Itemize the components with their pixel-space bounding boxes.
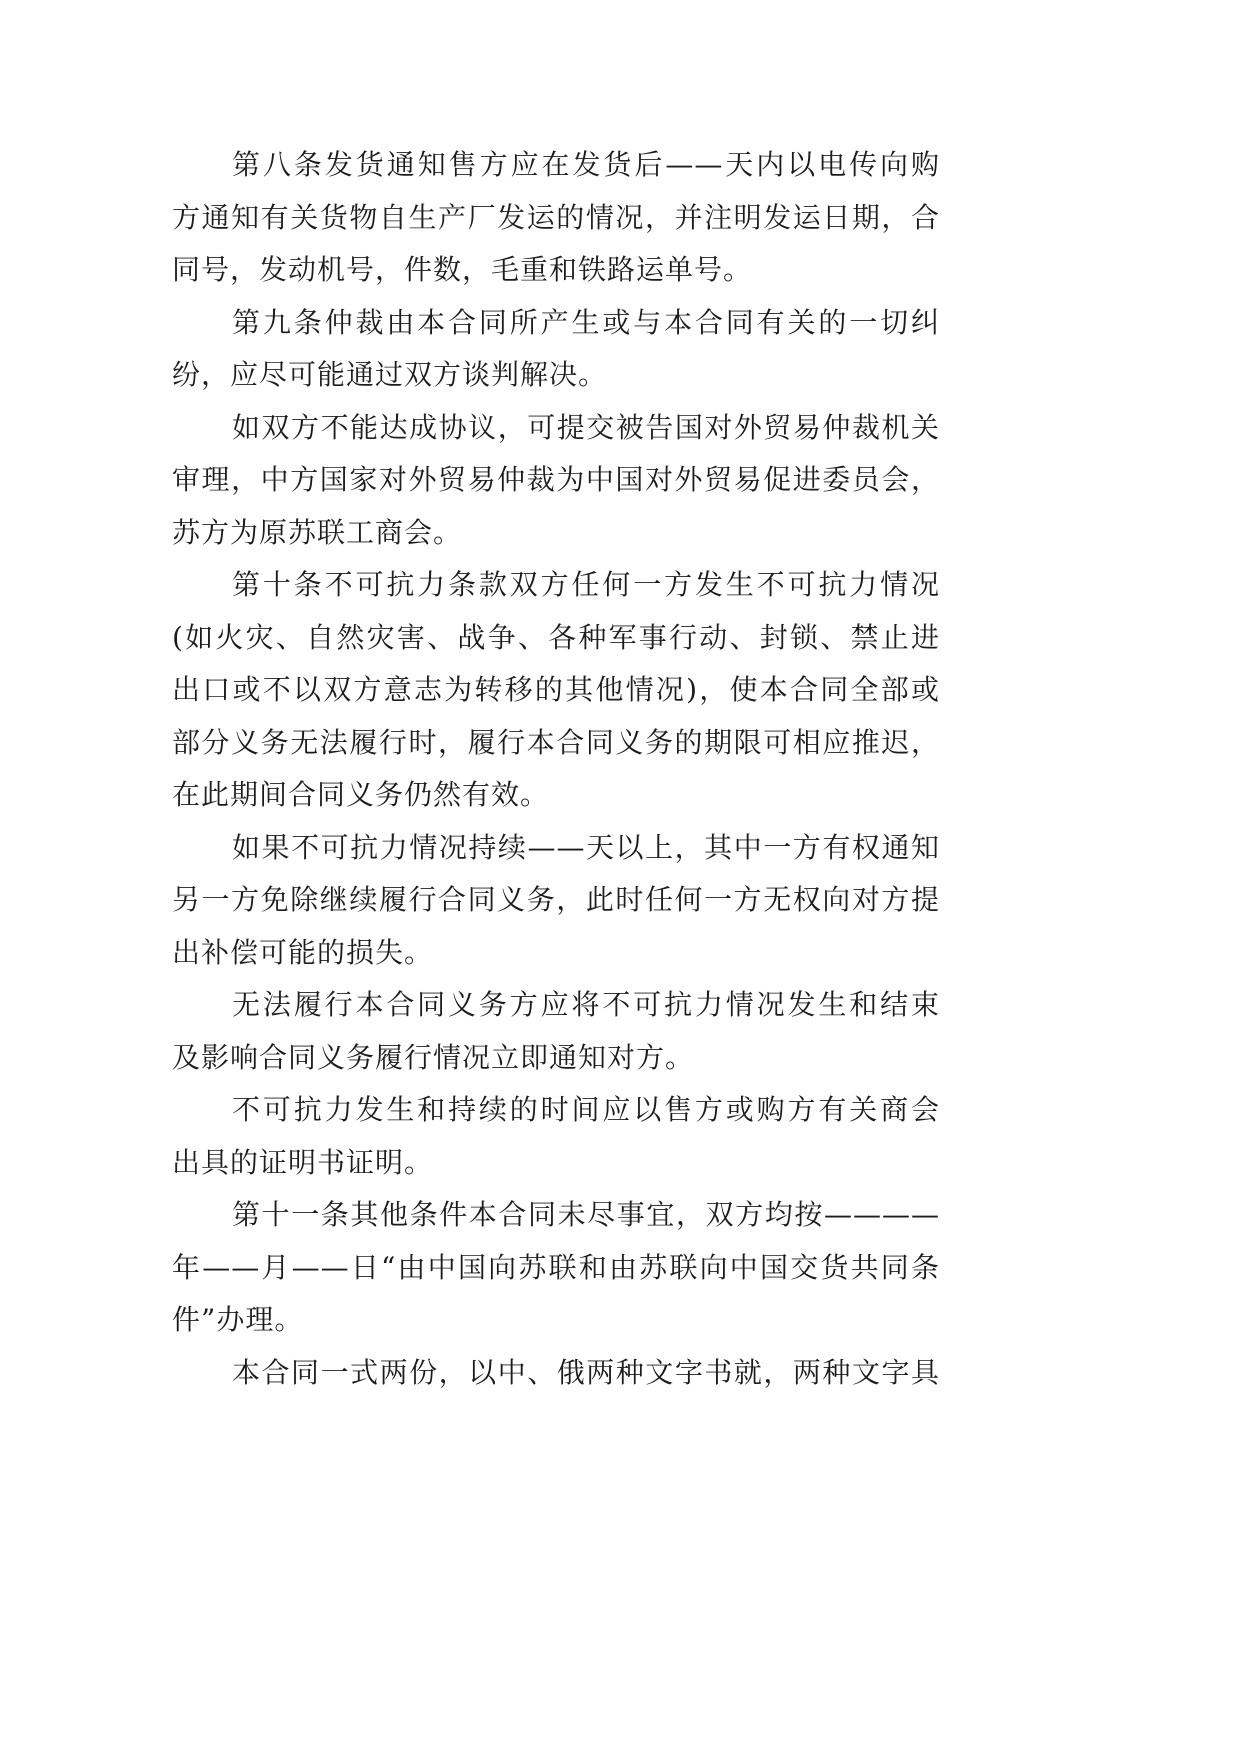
text-line: 如果不可抗力情况持续——天以上，其中一方有权通知 [232,830,940,864]
text-line: 第十一条其他条件本合同未尽事宜，双方均按———— [232,1198,940,1231]
article-8-shipment-notice [172,139,940,297]
force-majeure-certificate [172,1084,940,1189]
article-11-other-conditions [172,1189,940,1347]
document-body [172,139,940,1399]
text-line: 另一方免除继续履行合同义务，此时任何一方无权向对方提 [172,883,940,916]
force-majeure-notification [172,979,940,1084]
text-line: 第十条不可抗力条款双方任何一方发生不可抗力情况 [232,568,940,601]
text-line: 第八条发货通知售方应在发货后——天内以电传向购 [232,148,940,181]
text-line: (如火灾、自然灾害、战争、各种军事行动、封锁、禁止进 [172,620,940,654]
text-line: 如双方不能达成协议，可提交被告国对外贸易仲裁机关 [232,410,940,444]
text-line: 在此期间合同义务仍然有效。 [172,778,550,811]
text-line: 苏方为原苏联工商会。 [172,515,463,549]
text-line: 审理，中方国家对外贸易仲裁为中国对外贸易促进委员会， [172,463,940,496]
arbitration-body-detail [172,402,940,560]
text-line: 无法履行本合同义务方应将不可抗力情况发生和结束 [232,988,940,1021]
force-majeure-duration [172,822,940,980]
text-line: 出补偿可能的损失。 [172,935,434,969]
text-line: 部分义务无法履行时，履行本合同义务的期限可相应推迟， [172,725,940,759]
text-line: 本合同一式两份，以中、俄两种文字书就，两种文字具 [232,1355,940,1389]
text-line: 不可抗力发生和持续的时间应以售方或购方有关商会 [232,1093,940,1126]
text-line: 及影响合同义务履行情况立即通知对方。 [172,1040,695,1074]
article-9-arbitration [172,297,940,402]
text-line: 第九条仲裁由本合同所产生或与本合同有关的一切纠 [232,305,940,339]
text-line: 方通知有关货物自生产厂发运的情况，并注明发运日期，合 [172,200,940,234]
contract-copies [172,1347,940,1400]
text-line: 纷，应尽可能通过双方谈判解决。 [172,358,608,391]
text-line: 件”办理。 [172,1303,304,1336]
text-line: 出口或不以双方意志为转移的其他情况)，使本合同全部或 [172,673,940,706]
text-line: 同号，发动机号，件数，毛重和铁路运单号。 [172,253,753,286]
text-line: 出具的证明书证明。 [172,1145,434,1179]
text-line: 年——月——日“由中国向苏联和由苏联向中国交货共同条 [172,1250,940,1284]
article-10-force-majeure [172,559,940,822]
